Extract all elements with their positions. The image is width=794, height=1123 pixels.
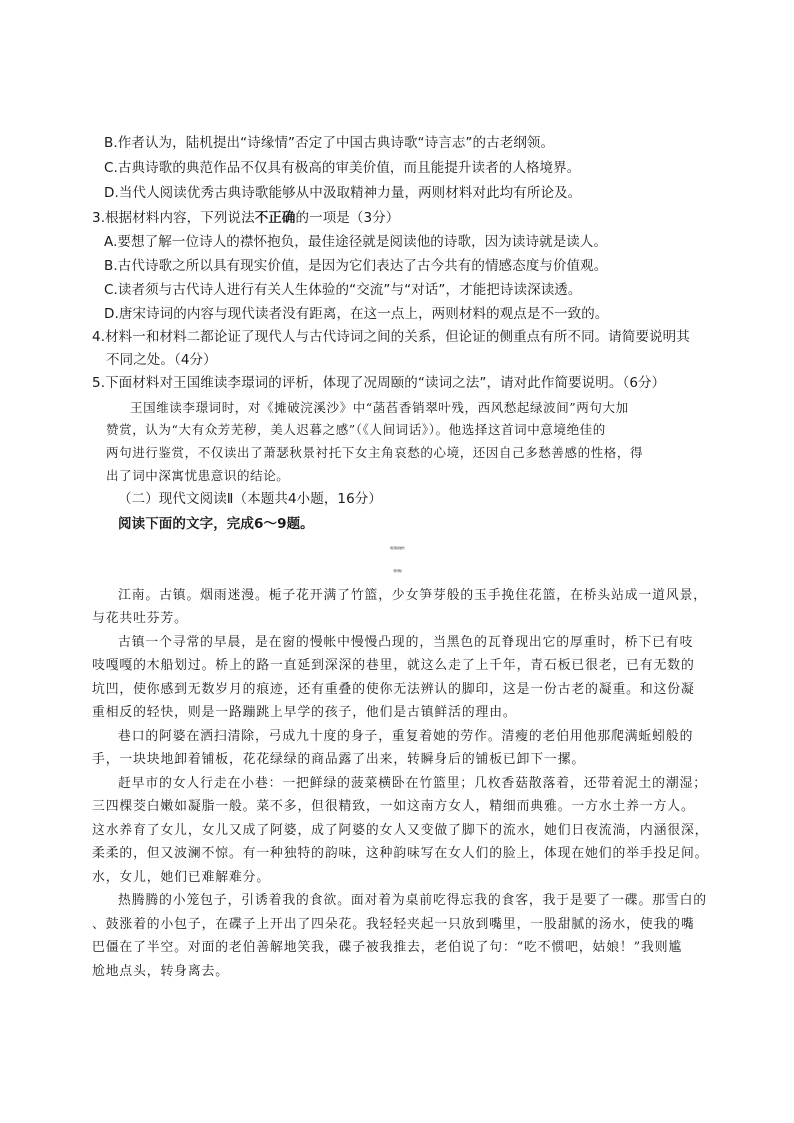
q3-option-c: C.读者须与古代诗人进行有关人生体验的“交流”与“对话”，才能把诗读深读透。 bbox=[104, 282, 582, 298]
article-line: 三四棵茭白嫩如凝脂一般。菜不多，但很精致，一如这南方女人，精细而典雅。一方水土养一方人。 bbox=[92, 799, 695, 814]
article-line: 重相反的轻快，则是一路蹦跳上早学的孩子，他们是古镇鲜活的理由。 bbox=[92, 705, 517, 720]
article-line: 这水养育了女儿，女儿又成了阿婆，成了阿婆的女人又变做了脚下的流水，她们日夜流淌，内涵很深， bbox=[92, 823, 709, 838]
section-heading: （二）现代文阅读Ⅱ（本题共4小题，16分） bbox=[118, 491, 383, 507]
q2-option-d: D.当代人阅读优秀古典诗歌能够从中汲取精神力量，两则材料对此均有所论及。 bbox=[104, 185, 582, 201]
q5-material-line-1: 王国维读李璟词时，对《摊破浣溪沙》中“菡萏香销翠叶残，西风愁起绿波间”两句大加 bbox=[130, 400, 629, 415]
article-line: 手，一块块地卸着铺板，花花绿绿的商品露了出来，转瞬身后的铺板已卸下一摞。 bbox=[92, 752, 586, 767]
article-line: 江南。古镇。烟雨迷漫。栀子花开满了竹篮，少女笋芽般的玉手挽住花篮，在桥头站成一道风景， bbox=[118, 588, 707, 603]
article-line: 巴僵在了半空。对面的老伯善解地笑我，碟子被我推去，老伯说了句：“吃不惯吧，姑娘！”我则尴 bbox=[92, 940, 683, 955]
article-line: 古镇一个寻常的早晨，是在窗的慢帐中慢慢凸现的，当黑色的瓦脊现出它的厚重时，桥下已有吱 bbox=[118, 635, 694, 650]
article-line: 热腾腾的小笼包子，引诱着我的食欲。面对着为桌前吃得忘我的食客，我于是要了一碟。那雪白的 bbox=[118, 893, 707, 908]
q5-material-line-3: 两句进行鉴赏，不仅读出了萧瑟秋景衬托下女主角哀愁的心境，还因自己多愁善感的性格，得 bbox=[106, 445, 644, 460]
article-line: 坑凹，使你感到无数岁月的痕迹，还有重叠的使你无法辨认的脚印，这是一份古老的凝重。和这份凝 bbox=[92, 682, 695, 697]
q3-stem-after: 的一项是（3分） bbox=[295, 210, 400, 226]
q3-option-d: D.唐宋诗词的内容与现代读者没有距离，在这一点上，两则材料的观点是不一致的。 bbox=[104, 306, 609, 322]
article-line: 水，女儿，她们已难解难分。 bbox=[92, 870, 271, 885]
article-line: 巷口的阿婆在洒扫清除，弓成九十度的身子，重复着她的劳作。清瘦的老伯用他那爬满蚯蚓般的 bbox=[118, 729, 694, 744]
q5-stem: 5.下面材料对王国维读李璟词的评析，体现了况周颐的“读词之法”，请对此作简要说明。（6分） bbox=[92, 375, 666, 391]
article-line: 赶早市的女人行走在小巷：一把鲜绿的菠菜横卧在竹篮里；几枚香菇散落着，还带着泥土的潮湿； bbox=[118, 776, 707, 791]
q4-line-1: 4.材料一和材料二都论证了现代人与古代诗词之间的关系，但论证的侧重点有所不同。请简要说明其 bbox=[92, 329, 690, 345]
article-line: 与花共吐芬芳。 bbox=[92, 611, 188, 626]
article-line: 、鼓涨着的小包子，在碟子上开出了四朵花。我轻轻夹起一只放到嘴里，一股甜腻的汤水，使我的嘴 bbox=[92, 917, 695, 932]
article-line: 吱嘎嘎的木船划过。桥上的路一直延到深深的巷里，就这么走了上千年，青石板已很老，已有无数的 bbox=[92, 658, 695, 673]
q5-material-line-2: 赞赏，认为“大有众芳芜秽，美人迟暮之感”（《人间词话》）。他选择这首词中意境绝佳的 bbox=[106, 422, 606, 437]
q3-stem bbox=[92, 208, 399, 228]
q2-option-b: B.作者认为，陆机提出“诗缘情”否定了中国古典诗歌“诗言志”的古老纲领。 bbox=[104, 135, 555, 151]
q2-option-c: C.古典诗歌的典范作品不仅具有极高的审美价值，而且能提升读者的人格境界。 bbox=[104, 160, 581, 176]
q3-stem-before: 3.根据材料内容，下列说法 bbox=[92, 210, 255, 226]
q4-line-2: 不同之处。（4分） bbox=[106, 352, 217, 368]
article-line: 尬地点头，转身离去。 bbox=[92, 964, 229, 979]
article-title: 渐行渐远的忧伤 bbox=[390, 546, 404, 550]
q3-option-a: A.要想了解一位诗人的襟怀抱负，最佳途径就是阅读他的诗歌，因为读诗就是读人。 bbox=[104, 234, 608, 250]
q3-stem-bold: 不正确 bbox=[254, 210, 296, 226]
q3-option-b: B.古代诗歌之所以具有现实价值，是因为它们表达了古今共有的情感态度与价值观。 bbox=[104, 258, 608, 274]
reading-instruction: 阅读下面的文字，完成6～9题。 bbox=[118, 516, 314, 532]
article-author: 林小娴 bbox=[393, 569, 401, 573]
article-line: 柔柔的，但又波澜不惊。有一种独特的韵味，这种韵味写在女人们的脸上，体现在她们的举手投足间。 bbox=[92, 846, 709, 861]
q5-material-line-4: 出了词中深寓忧患意识的结论。 bbox=[106, 468, 290, 483]
